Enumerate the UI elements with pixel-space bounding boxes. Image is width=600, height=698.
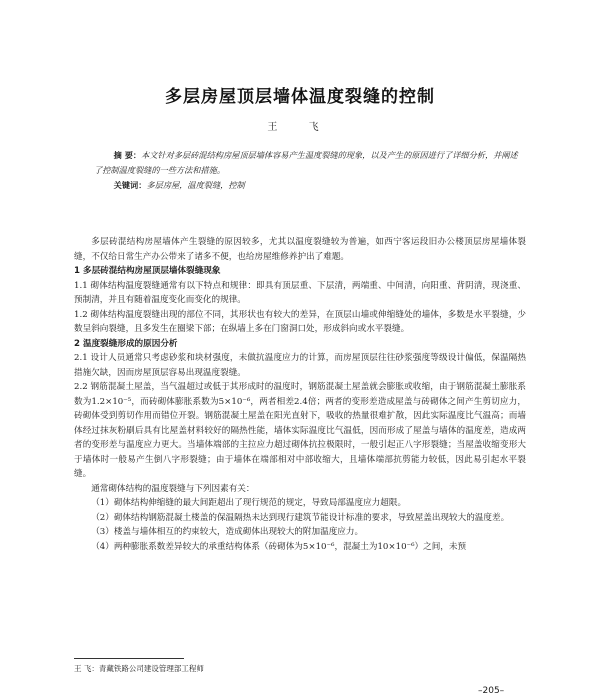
section-1-1-paragraph: 1.1 砌体结构温度裂缝通常有以下特点和规律：即具有顶层重、下层清，两端重、中间清，向阳重、背阴清，现浇重、预制清，并且有随着温度变化而变化的规律。 — [74, 280, 526, 305]
footnote-divider — [74, 658, 184, 659]
abstract-paragraph — [94, 148, 524, 178]
keywords-text: 多层房屋，温度裂缝，控制 — [146, 180, 245, 190]
factor-item: （1）砌体结构伸缩缝的最大间距超出了现行规范的规定，导致局部温度应力超限。 — [91, 498, 407, 508]
body-text — [74, 235, 526, 554]
author-name: 王 飞 — [267, 122, 333, 133]
keywords-label: 关键词： — [113, 180, 147, 190]
page-number: –205– — [478, 686, 505, 696]
factor-item: （2）砌体结构钢筋混凝土楼盖的保温隔热未达到现行建筑节能设计标准的要求，导致屋盖出现较大的温度差。 — [91, 512, 510, 523]
abstract-text: 本文针对多层砖混结构房屋顶层墙体容易产生温度裂缝的现象，以及产生的原因进行了详细分析，并阐述了控制温度裂缝的一些方法和措施。 — [94, 150, 518, 175]
section-2-1-paragraph: 2.1 设计人员通常只考虑砂浆和块材强度，未做抗温度应力的计算，而房屋顶层往往砂浆强度等级设计偏低，保温隔热措施欠缺，因而房屋顶层容易出现温度裂缝。 — [74, 353, 526, 378]
intro-paragraph: 多层砖混结构房屋墙体产生裂缝的原因较多，尤其以温度裂缝较为普遍，如西宁客运段旧办公楼顶层房屋墙体裂缝，不仅给日常生产办公带来了诸多不便，也给房屋维修养护出了难题。 — [74, 237, 526, 262]
abstract-block — [94, 148, 524, 193]
section-2-2-paragraph: 2.2 钢筋混凝土屋盖，当气温超过或低于其形成时的温度时，钢筋混凝土屋盖就会膨胀或收缩，由于钢筋混凝土膨胀系数为1.2×10⁻⁵，而砖砌体膨胀系数为5×10⁻⁶，两者相差2.4倍；两者的变形差造成屋盖与砖砌体之间产生剪切应力，砖砌体受到剪切作用而错位开裂。钢筋混凝土屋盖在阳光直射下，吸收的热量很难扩散，因此实际温度比气温高；而墙体经过抹灰粉刷后具有比屋盖材料较好的隔热性能，墙体实际温度比气温低，因而形成了屋盖与墙体的温度差，造成两者的变形差与温度应力更大。当墙体端部的主拉应力超过砌体抗拉极限时，一般引起正八字形裂缝；当屋盖收缩变形大于墙体时一般易产生倒八字形裂缝；由于墙体在端部相对中部收缩大，且墙体端部抗剪能力较低，因此易引起水平裂缝。 — [74, 382, 526, 479]
author-footnote: 王 飞：青藏铁路公司建设管理部工程师 — [74, 664, 204, 673]
factors-lead: 通常砌体结构的温度裂缝与下列因素有关： — [91, 483, 255, 494]
section-1-2-paragraph: 1.2 砌体结构温度裂缝出现的部位不同，其形状也有较大的差异，在顶层山墙或伸缩缝处的墙体，多数是水平裂缝，少数呈斜向裂缝，且多发生在圈梁下部；在纵墙上多在门窗洞口处，形成斜向或水平裂缝。 — [74, 309, 526, 334]
factor-item: （4）两种膨胀系数差异较大的承重结构体系（砖砌体为5×10⁻⁶，混凝土为10×10⁻⁶）之间，未预 — [91, 541, 467, 552]
section-2-heading: 2 温度裂缝形成的原因分析 — [74, 338, 178, 349]
paper-title: 多层房屋顶层墙体温度裂缝的控制 — [165, 87, 435, 107]
section-1-heading: 1 多层砖混结构房屋顶层墙体裂缝现象 — [74, 266, 221, 276]
keywords-line — [94, 178, 524, 193]
abstract-label: 摘 要： — [113, 150, 142, 160]
factor-item: （3）楼盖与墙体相互的约束较大，造成砌体出现较大的附加温度应力。 — [91, 527, 364, 537]
